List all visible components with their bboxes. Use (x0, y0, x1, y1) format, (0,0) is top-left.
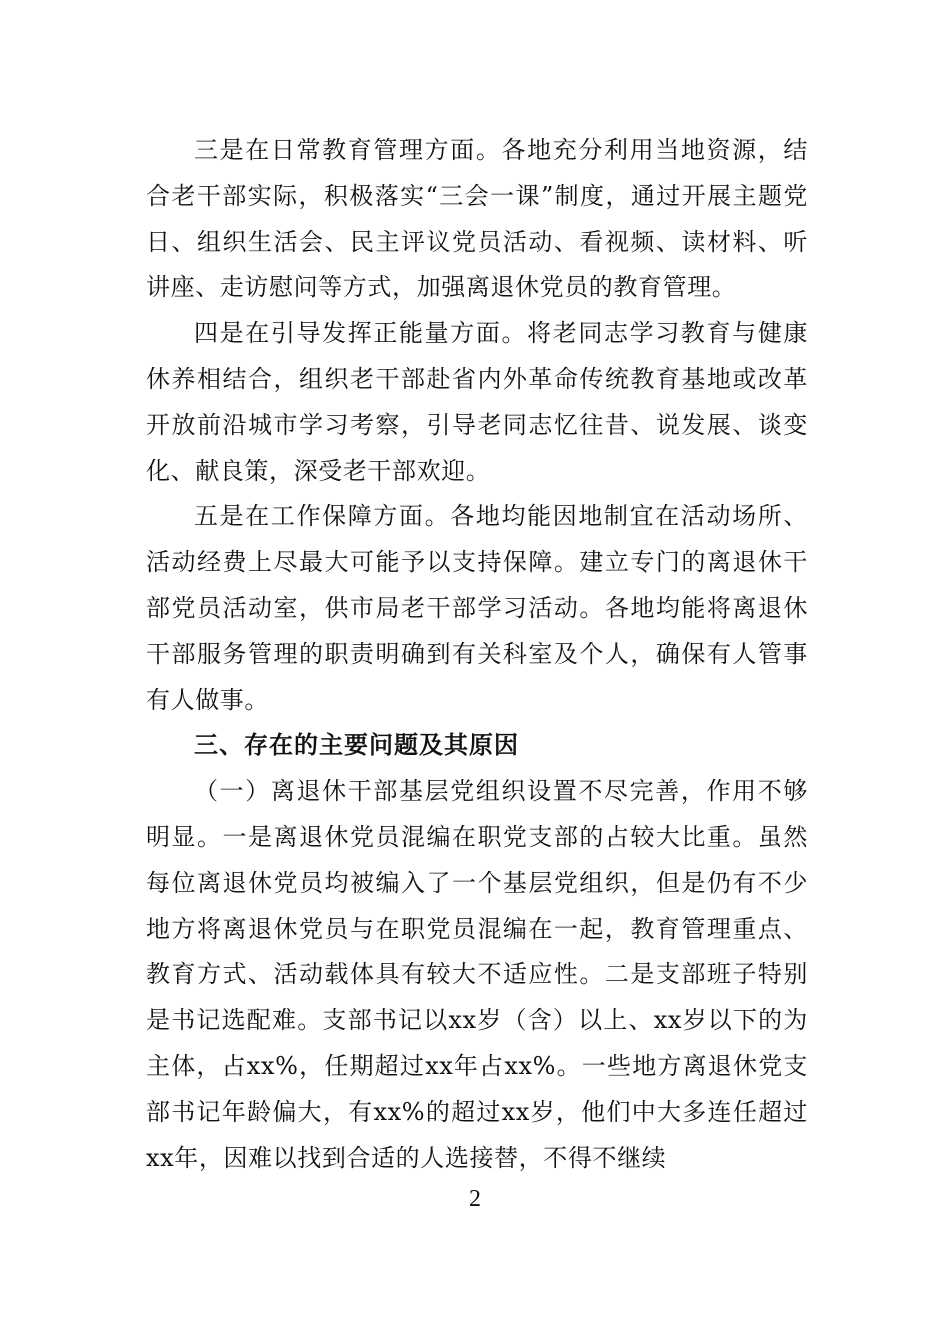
section-heading: 三、存在的主要问题及其原因 (194, 731, 519, 760)
paragraph-work-guarantee: 五是在工作保障方面。各地均能因地制宜在活动场所、活动经费上尽最大可能予以支持保障。建立专门的离退休干部党员活动室，供市局老干部学习活动。各地均能将离退休干部服务管理的职责明确到有关科室及个人，确保有人管事有人做事。 (146, 502, 808, 714)
document-body (146, 128, 808, 1181)
page-number: 2 (469, 1186, 481, 1212)
paragraph-problems: （一）离退休干部基层党组织设置不尽完善，作用不够明显。一是离退休党员混编在职党支部的占较大比重。虽然每位离退休党员均被编入了一个基层党组织，但是仍有不少地方将离退休党员与在职党员混编在一起，教育管理重点、教育方式、活动载体具有较大不适应性。二是支部班子特别是书记选配难。支部书记以xx岁（含）以上、xx岁以下的为主体，占xx%，任期超过xx年占xx%。一些地方离退休党支部书记年龄偏大，有xx%的超过xx岁，他们中大多连任超过xx年，因难以找到合适的人选接替，不得不继续 (146, 777, 808, 1172)
paragraph-daily-education: 三是在日常教育管理方面。各地充分利用当地资源，结合老干部实际，积极落实“三会一课”制度，通过开展主题党日、组织生活会、民主评议党员活动、看视频、读材料、听讲座、走访慰问等方式，加强离退休党员的教育管理。 (146, 136, 808, 302)
paragraph-positive-energy: 四是在引导发挥正能量方面。将老同志学习教育与健康休养相结合，组织老干部赴省内外革命传统教育基地或改革开放前沿城市学习考察，引导老同志忆往昔、说发展、谈变化、献良策，深受老干部欢迎。 (146, 319, 808, 485)
